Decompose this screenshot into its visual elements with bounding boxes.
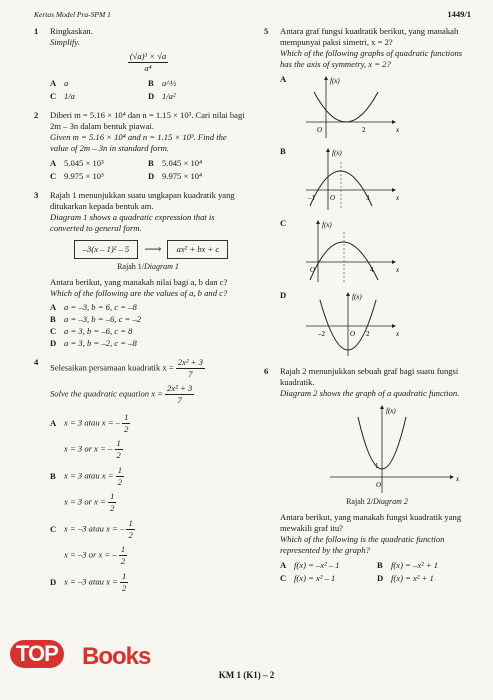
option-b[interactable]: B 5.045 × 10⁴ bbox=[148, 158, 203, 168]
option-b[interactable]: B f(x) = –x² + 1 bbox=[377, 560, 439, 571]
graph-option-c[interactable]: C f(x) x O 4 bbox=[280, 218, 474, 286]
question-6 bbox=[264, 366, 474, 584]
question-5 bbox=[264, 26, 474, 358]
question-number: 1 bbox=[34, 26, 39, 36]
option-a[interactable]: A a = –3, b = 6, c = –8 bbox=[50, 302, 137, 313]
logo-top-badge: TOP bbox=[10, 640, 64, 668]
svg-text:2: 2 bbox=[362, 126, 366, 134]
svg-text:x: x bbox=[396, 330, 400, 338]
graph-c-plot bbox=[302, 218, 402, 286]
svg-text:2: 2 bbox=[366, 330, 370, 338]
left-column bbox=[34, 26, 246, 602]
option-d[interactable]: D 9.975 × 10⁴ bbox=[148, 171, 203, 181]
svg-text:x: x bbox=[396, 126, 400, 134]
expression-box-left: –3(x – 1)² – 5 bbox=[74, 240, 139, 259]
ask-ms: Antara berikut, yang manakah fungsi kuadratik yang mewakili graf itu? bbox=[280, 512, 462, 534]
option-d[interactable]: D 1/a² bbox=[148, 91, 176, 101]
question-text-ms: Antara graf fungsi kuadratik berikut, yang manakah mempunyai paksi simetri, x = 2? bbox=[280, 26, 459, 47]
graph-option-b[interactable]: B f(x) x O –1 3 bbox=[280, 146, 474, 214]
svg-text:–2: –2 bbox=[318, 330, 325, 338]
topbooks-logo bbox=[10, 640, 200, 690]
question-4 bbox=[34, 357, 246, 594]
diagram-1 bbox=[56, 240, 246, 259]
page-footer: KM 1 (K1) – 2 bbox=[218, 670, 275, 680]
question-number: 6 bbox=[264, 366, 269, 376]
graph-b-plot bbox=[302, 146, 402, 214]
svg-text:3: 3 bbox=[366, 194, 370, 202]
question-2 bbox=[34, 110, 246, 182]
option-a[interactable]: A a bbox=[50, 78, 69, 88]
ask-en: Which of the following is the quadratic function represented by the graph? bbox=[280, 534, 445, 556]
graph-d-plot bbox=[302, 290, 402, 358]
question-number: 3 bbox=[34, 190, 39, 200]
option-c[interactable]: C a = 3, b = –6, c = 8 bbox=[50, 326, 133, 337]
question-text-ms: Diberi m = 5.16 × 10⁴ dan n = 1.15 × 10³. Cari nilai bagi 2m – 3n dalam bentuk piawai. bbox=[50, 110, 245, 131]
option-b[interactable]: B a = –3, b = –6, c = –2 bbox=[50, 314, 142, 325]
svg-text:O: O bbox=[376, 481, 382, 489]
expression-fraction bbox=[128, 51, 168, 74]
arrow-right-icon: ⟶ bbox=[144, 241, 162, 256]
ask-ms: Antara berikut, yang manakah nilai bagi a, b dan c? bbox=[50, 277, 228, 288]
option-b[interactable]: B a^½ bbox=[148, 78, 177, 88]
svg-text:4: 4 bbox=[370, 266, 374, 274]
question-text-ms: Rajah 1 menunjukkan suatu ungkapan kuadratik yang ditukarkan kepada bentuk am. bbox=[50, 190, 235, 211]
question-text-en: Diagram 1 shows a quadratic expression that is converted to general form. bbox=[50, 212, 215, 233]
diagram-caption: Rajah 1/Diagram 1 bbox=[117, 262, 179, 271]
option-a[interactable]: A x = 3 atau x = – $\frac{1}{2}$ x = 3 or x = – $\frac{1}{2}$ bbox=[50, 412, 129, 461]
question-number: 2 bbox=[34, 110, 39, 120]
question-1 bbox=[34, 26, 246, 102]
option-c[interactable]: C f(x) = x² – 1 bbox=[280, 573, 336, 584]
option-b[interactable]: B x = 3 atau x = $\frac{1}{2}$ x = 3 or x = $\frac{1}{2}$ bbox=[50, 465, 122, 514]
option-a[interactable]: A 5.045 × 10³ bbox=[50, 158, 104, 168]
question-number: 4 bbox=[34, 357, 39, 368]
question-text-ms: Selesaikan persamaan kuadratik x = $\frac{\text{2x² + 3}}{7}$ bbox=[50, 357, 203, 380]
graph-option-a[interactable]: A f(x) x O 2 bbox=[280, 74, 474, 142]
expression-denominator: a⁴ bbox=[144, 63, 152, 73]
option-d[interactable]: D f(x) = x² + 1 bbox=[377, 573, 434, 584]
graph-option-d[interactable]: D f(x) x O –2 2 bbox=[280, 290, 474, 358]
svg-text:f(x): f(x) bbox=[322, 221, 332, 229]
question-text-en: Given m = 5.16 × 10⁴ and n = 1.15 × 10³. Find the value of 2m – 3n in standard form. bbox=[50, 132, 227, 153]
question-text-en: Diagram 2 shows the graph of a quadratic function. bbox=[280, 388, 460, 398]
diagram-2 bbox=[280, 399, 474, 497]
svg-text:O: O bbox=[317, 126, 323, 134]
logo-books-text: Books bbox=[82, 643, 151, 670]
svg-text:x: x bbox=[396, 266, 400, 274]
svg-text:f(x): f(x) bbox=[330, 77, 340, 85]
svg-text:f(x): f(x) bbox=[386, 407, 396, 415]
svg-text:f(x): f(x) bbox=[332, 149, 342, 157]
question-text-en: Which of the following graphs of quadratic functions has the axis of symmetry, x = 2? bbox=[280, 48, 463, 69]
expression-box-right: ax² + bx + c bbox=[167, 240, 228, 259]
header-left: Kertas Model Pra-SPM 1 bbox=[34, 10, 111, 19]
diagram-caption: Rajah 2/Diagram 2 bbox=[346, 497, 408, 506]
option-c[interactable]: C 9.975 × 10³ bbox=[50, 171, 104, 181]
question-3 bbox=[34, 190, 246, 349]
ask-en: Which of the following are the values of a, b and c? bbox=[50, 288, 228, 299]
diagram-2-plot bbox=[320, 401, 470, 499]
svg-text:x: x bbox=[456, 475, 460, 483]
option-a[interactable]: A f(x) = –x² – 1 bbox=[280, 560, 340, 571]
svg-text:–1: –1 bbox=[308, 194, 315, 202]
right-column bbox=[264, 26, 474, 592]
option-d[interactable]: D x = –3 atau x = $\frac{1}{2}$ bbox=[50, 571, 127, 594]
svg-text:O: O bbox=[350, 330, 356, 338]
svg-text:O: O bbox=[330, 194, 336, 202]
question-number: 5 bbox=[264, 26, 269, 36]
option-c[interactable]: C 1/a bbox=[50, 91, 75, 101]
header-right: 1449/1 bbox=[447, 9, 471, 19]
options-list bbox=[50, 412, 246, 594]
instruction-en: Simplify. bbox=[50, 37, 80, 47]
svg-text:f(x): f(x) bbox=[352, 293, 362, 301]
question-text-en: Solve the quadratic equation x = $\frac{\text{2x² + 3}}{7}$ bbox=[50, 383, 193, 406]
option-c[interactable]: C x = –3 atau x = – $\frac{1}{2}$ x = –3 or x = – $\frac{1}{2}$ bbox=[50, 518, 133, 567]
option-d[interactable]: D a = 3, b = –2, c = –8 bbox=[50, 338, 137, 349]
svg-text:1: 1 bbox=[375, 462, 379, 470]
graph-a-plot bbox=[302, 74, 402, 142]
svg-text:O: O bbox=[310, 266, 316, 274]
svg-text:x: x bbox=[396, 194, 400, 202]
instruction-ms: Ringkaskan. bbox=[50, 26, 93, 36]
expression-numerator: (√a)³ × √a bbox=[129, 51, 167, 61]
question-text-ms: Rajah 2 menunjukkan sebuah graf bagi suatu fungsi kuadratik. bbox=[280, 366, 459, 387]
